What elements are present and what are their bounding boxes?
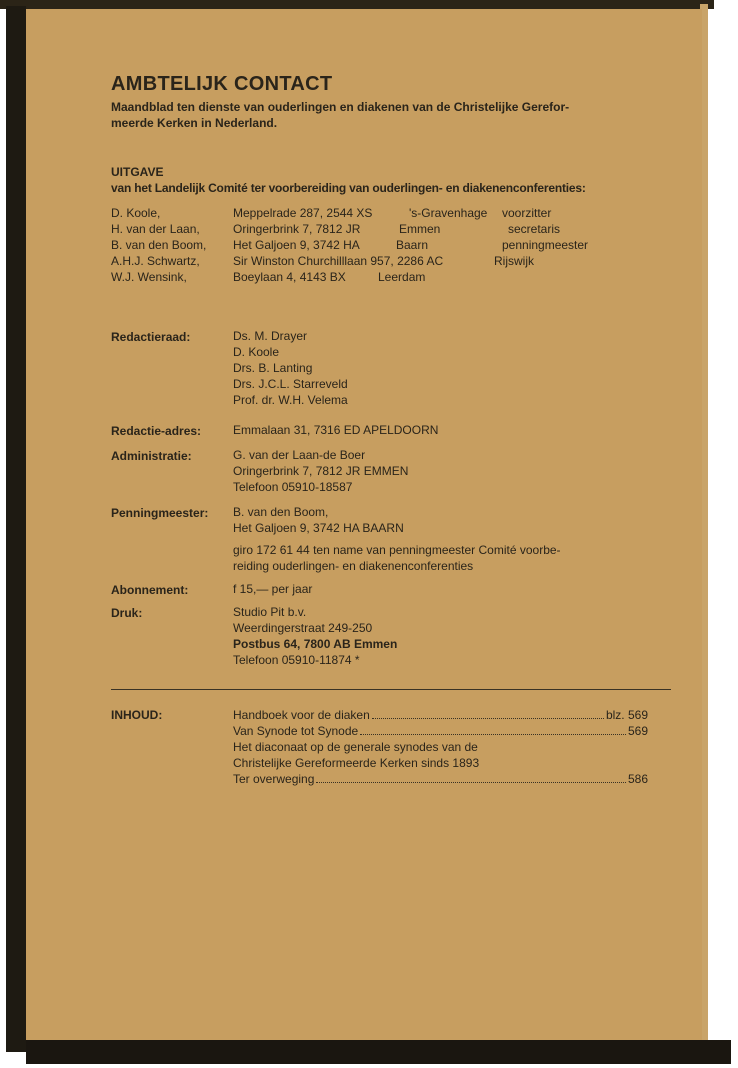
member-row — [111, 205, 160, 221]
toc-entry-multiline: Christelijke Gereformeerde Kerken sinds 1893 — [233, 756, 480, 770]
committee-line: van het Landelijk Comité ter voorbereiding van ouderlingen- en diakenenconferenties: — [111, 181, 586, 195]
printing-block — [233, 604, 397, 668]
editorial-board-member: Prof. dr. W.H. Velema — [233, 393, 348, 407]
printing-postbus: Postbus 64, 7800 AB Emmen — [233, 637, 398, 651]
member-role: secretaris — [508, 222, 561, 236]
toc-entry-page: 569 — [627, 724, 648, 738]
member-address: Het Galjoen 9, 3742 HA — [233, 238, 360, 252]
subtitle-line: meerde Kerken in Nederland. — [111, 116, 278, 130]
giro-block — [233, 542, 561, 574]
member-name: W.J. Wensink, — [111, 270, 187, 284]
member-role: penningmeester — [502, 238, 589, 252]
toc-entry-title: Van Synode tot Synode — [233, 724, 359, 738]
subscription-value: f 15,— per jaar — [233, 582, 313, 596]
editorial-board-member: Drs. B. Lanting — [233, 361, 313, 375]
editorial-address-label: Redactie-adres: — [111, 424, 202, 438]
divider — [111, 689, 671, 690]
subscription-label: Abonnement: — [111, 583, 189, 597]
member-role: voorzitter — [502, 206, 552, 220]
magazine-cover-page — [26, 9, 702, 1040]
administration-label: Administratie: — [111, 449, 192, 463]
printing-label: Druk: — [111, 606, 143, 620]
treasurer-line: B. van den Boom, — [233, 505, 329, 519]
toc-leader-dots — [360, 734, 626, 735]
printing-line: Weerdingerstraat 249-250 — [233, 621, 373, 635]
scan-binding-edge — [6, 6, 26, 1052]
toc-entry-title: Ter overweging — [233, 772, 315, 786]
member-city: Leerdam — [378, 270, 426, 284]
member-city: Baarn — [396, 238, 429, 252]
editorial-board-member: Ds. M. Drayer — [233, 329, 308, 343]
member-address: Meppelrade 287, 2544 XS — [233, 206, 373, 220]
member-address: Sir Winston Churchilllaan 957, 2286 AC — [233, 254, 444, 268]
member-name: H. van der Laan, — [111, 222, 200, 236]
toc-entry-page: blz. 569 — [605, 708, 648, 722]
editorial-board-label: Redactieraad: — [111, 330, 191, 344]
contents-label: INHOUD: — [111, 708, 163, 722]
treasurer-label: Penningmeester: — [111, 506, 209, 520]
scan-bottom-edge — [26, 1040, 731, 1064]
toc-entry — [233, 771, 648, 787]
publisher-heading: UITGAVE — [111, 165, 164, 179]
editorial-board-member: Drs. J.C.L. Starreveld — [233, 377, 348, 391]
giro-line: giro 172 61 44 ten name van penningmeester Comité voorbe- — [233, 543, 561, 557]
magazine-title: AMBTELIJK CONTACT — [111, 73, 333, 95]
editorial-board-list — [233, 328, 348, 408]
administration-line: Telefoon 05910-18587 — [233, 480, 353, 494]
printing-phone: Telefoon 05910-11874 * — [233, 653, 360, 667]
table-of-contents — [233, 707, 648, 787]
administration-block — [233, 447, 408, 495]
member-name: A.H.J. Schwartz, — [111, 254, 200, 268]
scan-top-edge — [0, 0, 714, 9]
treasurer-line: Het Galjoen 9, 3742 HA BAARN — [233, 521, 404, 535]
toc-entry-title: Handboek voor de diaken — [233, 708, 370, 722]
toc-entry-multiline: Het diaconaat op de generale synodes van de — [233, 740, 478, 754]
toc-leader-dots — [316, 782, 626, 783]
toc-leader-dots — [372, 718, 604, 719]
printing-line: Studio Pit b.v. — [233, 605, 307, 619]
member-city: Rijswijk — [494, 254, 534, 268]
member-address: Boeylaan 4, 4143 BX — [233, 270, 346, 284]
member-name: B. van den Boom, — [111, 238, 207, 252]
member-name: D. Koole, — [111, 206, 161, 220]
giro-line: reiding ouderlingen- en diakenenconferenties — [233, 559, 474, 573]
subtitle-line: Maandblad ten dienste van ouderlingen en diakenen van de Christelijke Gerefor- — [111, 100, 570, 114]
toc-entry — [233, 707, 648, 723]
treasurer-block — [233, 504, 404, 536]
toc-entry — [233, 723, 648, 739]
editorial-board-member: D. Koole — [233, 345, 280, 359]
magazine-subtitle — [111, 99, 671, 131]
administration-line: G. van der Laan-de Boer — [233, 448, 366, 462]
administration-line: Oringerbrink 7, 7812 JR EMMEN — [233, 464, 409, 478]
member-city: Emmen — [399, 222, 441, 236]
member-city: 's-Gravenhage — [409, 206, 488, 220]
editorial-address-value: Emmalaan 31, 7316 ED APELDOORN — [233, 423, 439, 437]
member-address: Oringerbrink 7, 7812 JR — [233, 222, 361, 236]
toc-entry-page: 586 — [627, 772, 648, 786]
